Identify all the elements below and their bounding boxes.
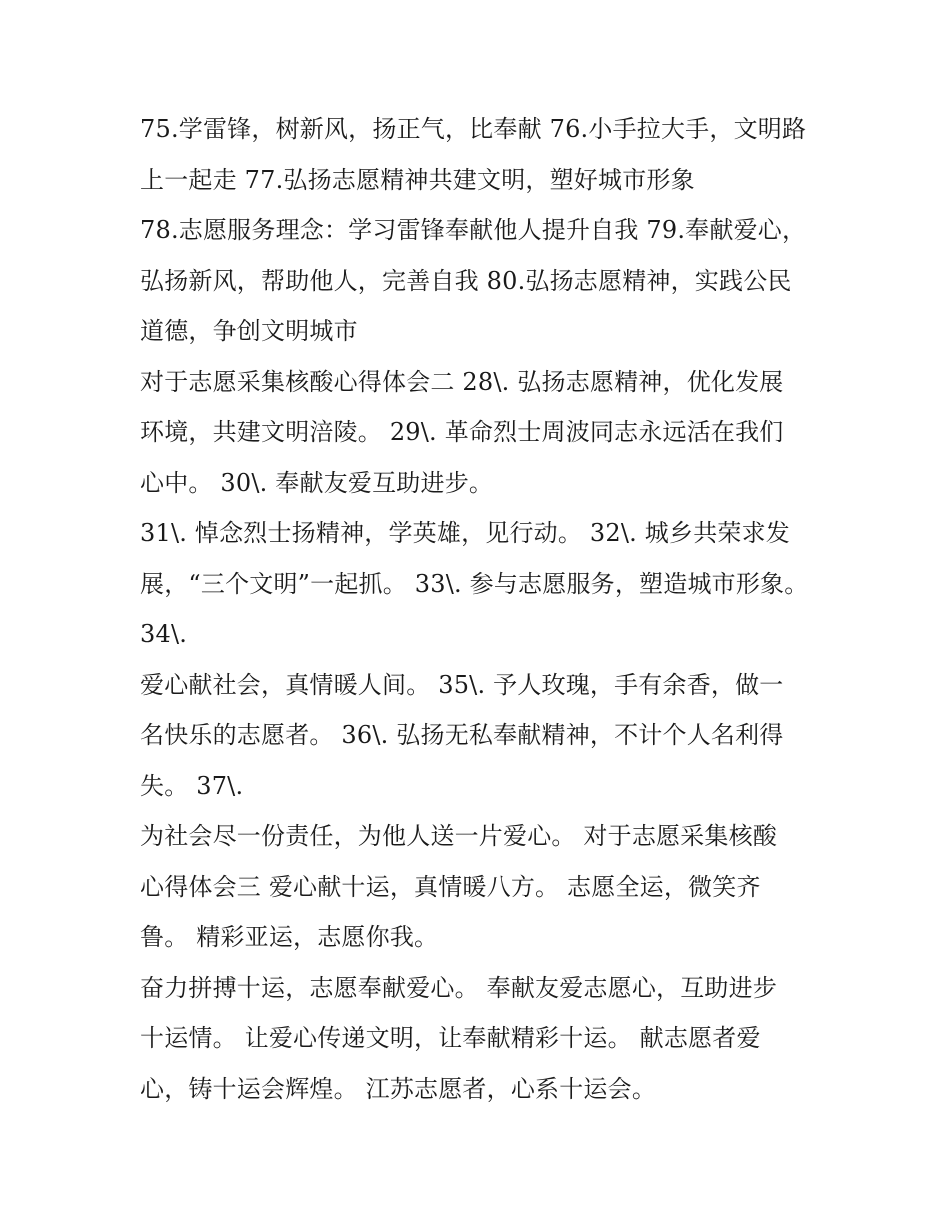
text-line: 展，“三个文明”一起抓。 33\. 参与志愿服务，塑造城市形象。: [140, 569, 809, 598]
text-line: 34\.: [140, 620, 188, 648]
text-line: 心得体会三 爱心献十运，真情暖八方。 志愿全运，微笑齐: [140, 872, 761, 901]
text-line: 心中。 30\. 奉献友爱互助进步。: [140, 468, 494, 497]
text-line: 对于志愿采集核酸心得体会二 28\. 弘扬志愿精神，优化发展: [140, 367, 784, 396]
text-line: 爱心献社会，真情暖人间。 35\. 予人玫瑰，手有余香，做一: [140, 670, 784, 699]
text-line: 心，铸十运会辉煌。 江苏志愿者，心系十运会。: [140, 1074, 657, 1103]
text-line: 75.学雷锋，树新风，扬正气，比奉献 76.小手拉大手，文明路: [140, 115, 807, 143]
text-line: 道德，争创文明城市: [140, 317, 358, 345]
document-body: [140, 104, 810, 1114]
text-line: 弘扬新风，帮助他人，完善自我 80.弘扬志愿精神，实践公民: [140, 266, 792, 295]
text-line: 失。 37\.: [140, 771, 244, 800]
text-line: 鲁。 精彩亚运，志愿你我。: [140, 923, 439, 951]
text-line: 78.志愿服务理念：学习雷锋奉献他人提升自我 79.奉献爱心，: [140, 216, 807, 244]
text-line: 奋力拼搏十运，志愿奉献爱心。 奉献友爱志愿心，互助进步: [140, 973, 778, 1002]
text-line: 31\. 悼念烈士扬精神，学英雄，见行动。 32\. 城乡共荣求发: [140, 519, 790, 547]
text-line: 环境，共建文明涪陵。 29\. 革命烈士周波同志永远活在我们: [140, 418, 784, 446]
text-line: 上一起走 77.弘扬志愿精神共建文明，塑好城市形象: [140, 165, 695, 194]
text-line: 十运情。 让爱心传递文明，让奉献精彩十运。 献志愿者爱: [140, 1024, 761, 1052]
text-line: 为社会尽一份责任，为他人送一片爱心。 对于志愿采集核酸: [140, 822, 778, 850]
text-line: 名快乐的志愿者。 36\. 弘扬无私奉献精神，不计个人名利得: [140, 721, 784, 749]
